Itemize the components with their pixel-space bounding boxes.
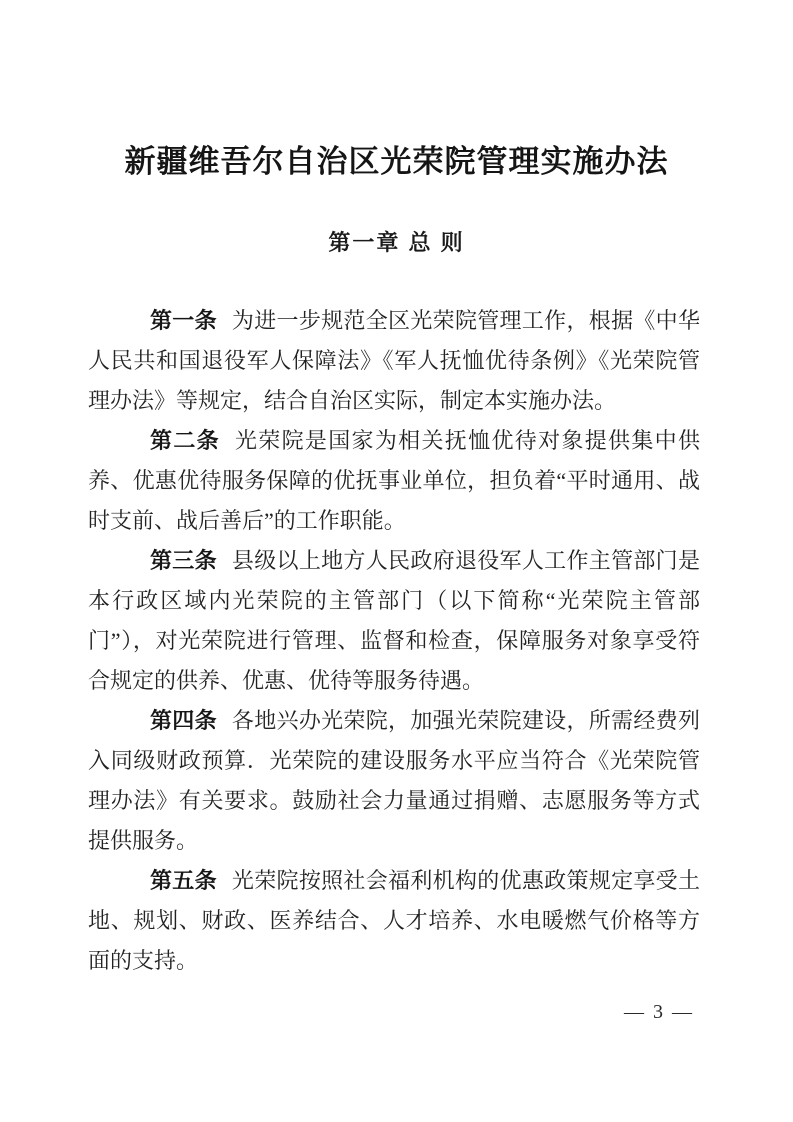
article-4-text: 各地兴办光荣院，加强光荣院建设，所需经费列入同级财政预算．光荣院的建设服务水平应当符合《光荣院管理办法》有关要求。鼓励社会力量通过捐赠、志愿服务等方式提供服务。 <box>88 708 700 853</box>
article-1-label: 第一条 <box>150 308 217 333</box>
article-3 <box>88 541 700 701</box>
article-2-text: 光荣院是国家为相关抚恤优待对象提供集中供养、优惠优待服务保障的优抚事业单位，担负着“平时通用、战时支前、战后善后”的工作职能。 <box>88 428 700 533</box>
article-5-label: 第五条 <box>150 868 217 893</box>
article-2 <box>88 421 700 541</box>
article-3-text: 县级以上地方人民政府退役军人工作主管部门是本行政区域内光荣院的主管部门（以下简称“光荣院主管部门”），对光荣院进行管理、监督和检查，保障服务对象享受符合规定的供养、优惠、优待等服务待遇。 <box>88 548 700 693</box>
document-title: 新疆维吾尔自治区光荣院管理实施办法 <box>124 144 669 179</box>
article-5 <box>88 861 700 981</box>
article-2-label: 第二条 <box>150 428 220 453</box>
article-4 <box>88 701 700 861</box>
article-3-label: 第三条 <box>150 548 217 573</box>
article-1-text: 为进一步规范全区光荣院管理工作，根据《中华人民共和国退役军人保障法》《军人抚恤优待条例》《光荣院管理办法》等规定，结合自治区实际，制定本实施办法。 <box>88 308 700 413</box>
chapter-heading: 第一章 总 则 <box>328 230 465 255</box>
article-4-label: 第四条 <box>150 708 217 733</box>
article-5-text: 光荣院按照社会福利机构的优惠政策规定享受土地、规划、财政、医养结合、人才培养、水电暖燃气价格等方面的支持。 <box>88 868 700 973</box>
article-1 <box>88 301 700 421</box>
document-body <box>88 301 700 981</box>
page-number: — 3 — <box>624 1001 694 1023</box>
